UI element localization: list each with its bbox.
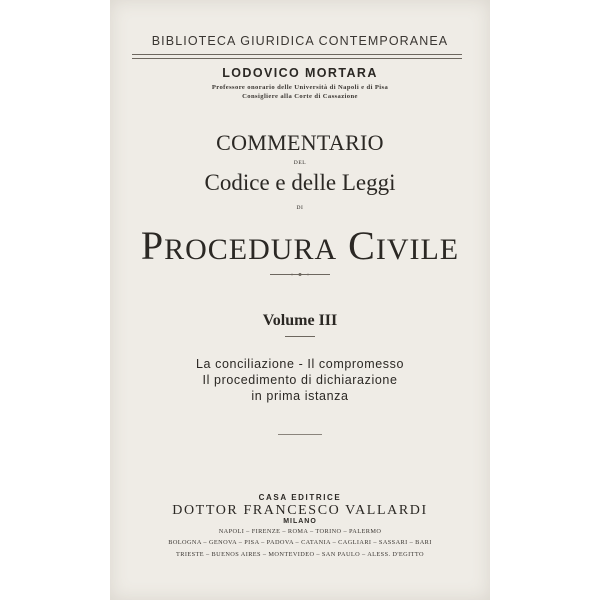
branch-cities-line3: TRIESTE – BUENOS AIRES – MONTEVIDEO – SAN PAULO – ALESS. D'EGITTO	[176, 551, 424, 558]
work-title-line3	[110, 222, 490, 269]
work-title-initial-p: P	[140, 223, 165, 268]
volume-underline	[285, 336, 315, 337]
author-name: LODOVICO MORTARA	[222, 66, 378, 80]
publisher-name: DOTTOR FRANCESCO VALLARDI	[172, 503, 428, 518]
volume-number: Volume III	[262, 312, 338, 329]
subject-line1: La conciliazione - Il compromesso	[195, 357, 405, 371]
section-divider	[278, 434, 322, 435]
work-connector-del: DEL	[293, 160, 307, 166]
work-title-line1: COMMENTARIO	[216, 130, 384, 155]
work-title-line2: Codice e delle Leggi	[204, 170, 396, 195]
work-title-initial-c: C	[348, 223, 376, 268]
work-title-procedura-rest: ROCEDURA	[164, 233, 338, 266]
branch-cities-line1: NAPOLI – FIRENZE – ROMA – TORINO – PALERMO	[218, 528, 382, 535]
branch-cities-line2: BOLOGNA – GENOVA – PISA – PADOVA – CATANIA – CAGLIARI – SASSARI – BARI	[168, 539, 432, 546]
author-title-line1: Professore onorario delle Università di Napoli e di Pisa	[211, 84, 389, 91]
subject-line2: Il procedimento di dichiarazione	[202, 373, 398, 387]
work-title-civile-rest: IVILE	[375, 233, 460, 266]
subject-line3: in prima istanza	[251, 389, 349, 403]
work-connector-di: DI	[296, 205, 304, 211]
author-title-line2: Consigliere alla Corte di Cassazione	[242, 93, 358, 100]
double-rule-divider	[132, 54, 462, 59]
imprint-label: CASA EDITRICE	[258, 493, 342, 502]
publisher-city: MILANO	[283, 518, 317, 525]
series-title: BIBLIOTECA GIURIDICA CONTEMPORANEA	[151, 34, 449, 48]
title-page	[110, 0, 490, 600]
ornament-divider	[270, 273, 330, 276]
